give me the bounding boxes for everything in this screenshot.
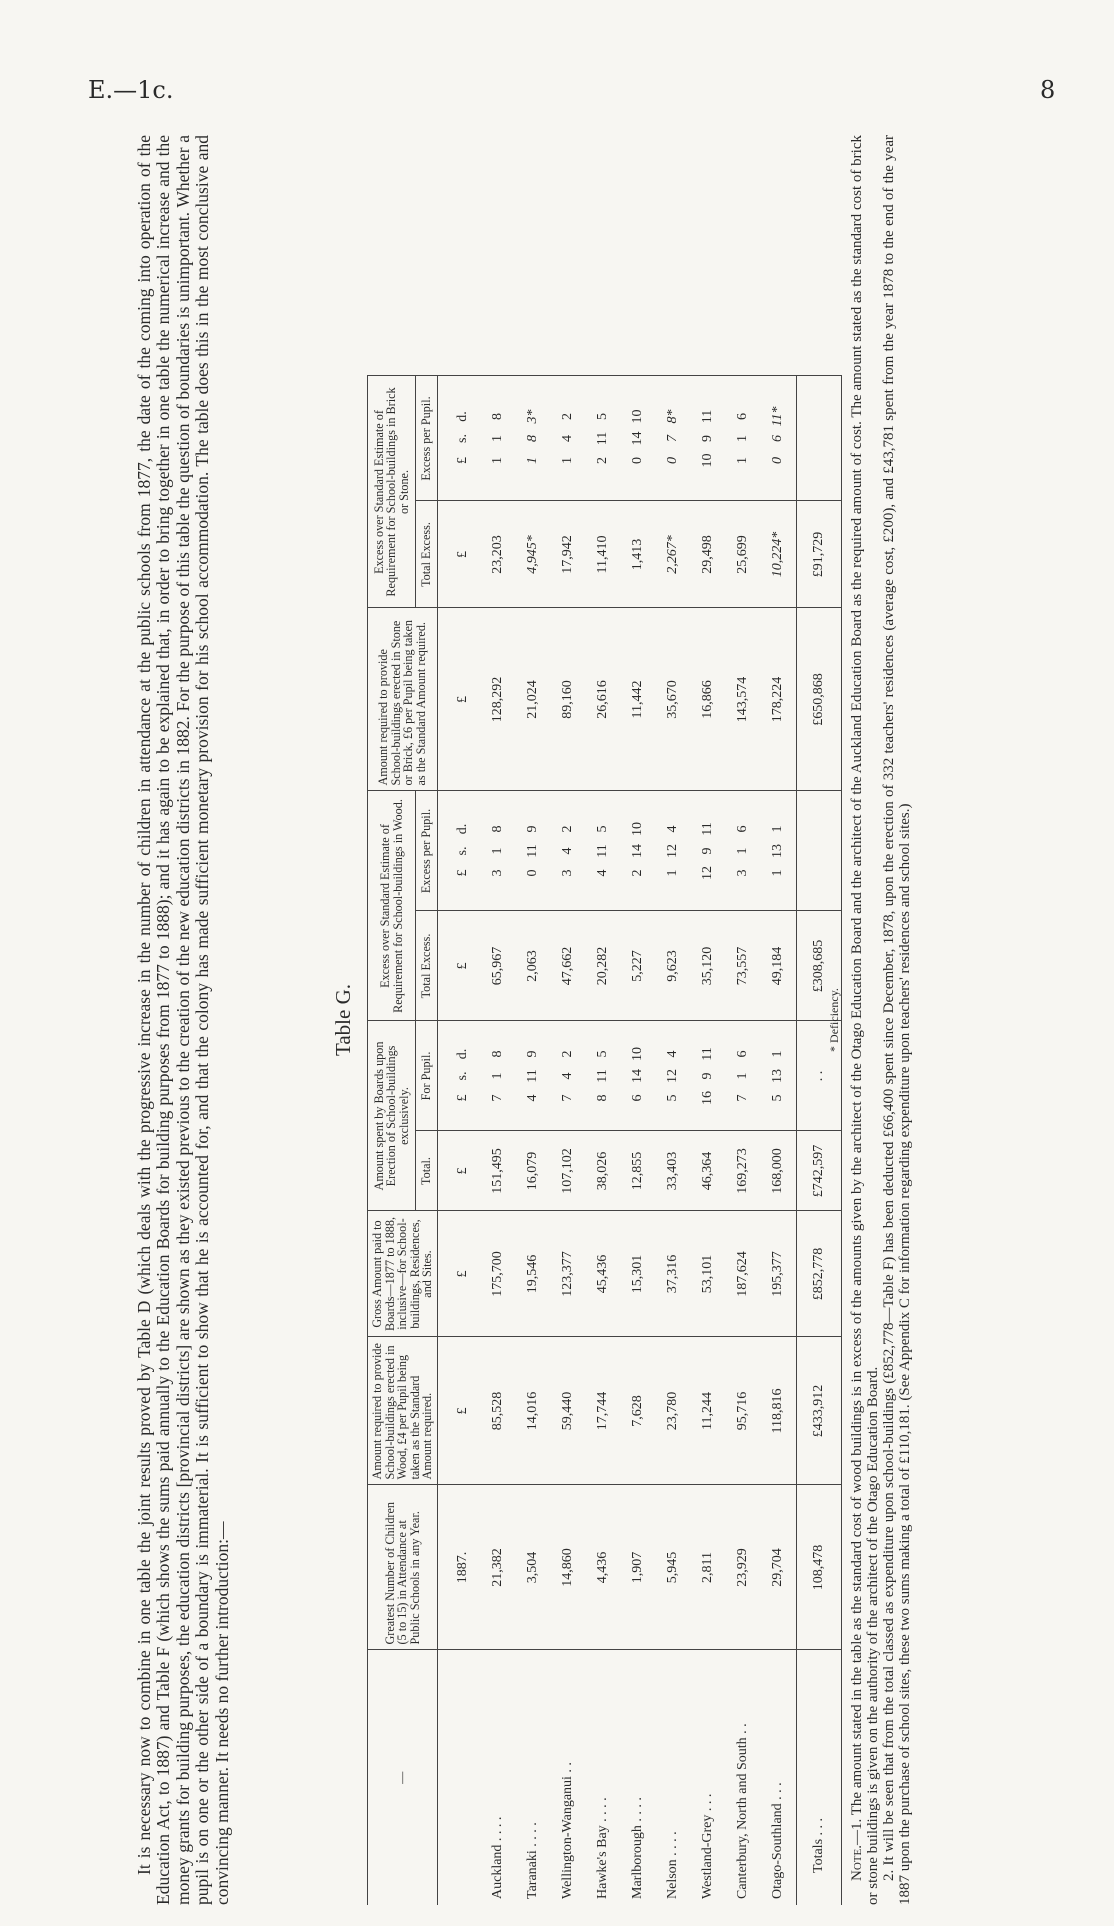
table-row (586, 376, 621, 1905)
stone-excess-per-pupil: 118 (481, 376, 516, 501)
unit-pound: £ (437, 1131, 481, 1211)
intro-paragraph (135, 135, 232, 1905)
district-name: Hawke's Bay . . . . (595, 1797, 610, 1899)
header-children: Greatest Number of Children (5 to 15) in Attendance at Public Schools in any Year. (368, 1485, 438, 1650)
spent-per-pupil: 742 (551, 1021, 586, 1131)
header-wood-excess: Excess over Standard Estimate of Requirement for School-buildings in Wood. (368, 791, 416, 1021)
stone-excess-per-pupil: 078* (656, 376, 691, 501)
district-name: Auckland . . . . (490, 1816, 505, 1899)
district-name: Nelson . . . . (665, 1831, 680, 1899)
wood-excess-total: 2,063 (516, 911, 551, 1021)
children-count: 3,504 (516, 1485, 551, 1650)
district-name: Otago-Southland . . . (770, 1782, 785, 1899)
stone-required: 89,160 (551, 608, 586, 791)
children-count: 5,945 (656, 1485, 691, 1650)
children-count: 4,436 (586, 1485, 621, 1650)
table-row (761, 376, 797, 1905)
spent-total: 46,364 (691, 1131, 726, 1211)
children-count: 14,860 (551, 1485, 586, 1650)
stone-excess-per-pupil: 142 (551, 376, 586, 501)
wood-excess-per-pupil: 342 (551, 791, 586, 911)
note-label: Note. (849, 1845, 865, 1881)
wood-excess-total: 35,120 (691, 911, 726, 1021)
spent-per-pupil: 61410 (621, 1021, 656, 1131)
unit-pound: £ (437, 1211, 481, 1337)
stone-excess-per-pupil: 2115 (586, 376, 621, 501)
spent-total: 12,855 (621, 1131, 656, 1211)
stone-required: 128,292 (481, 608, 516, 791)
children-count: 1,907 (621, 1485, 656, 1650)
page-number: 8 (1040, 76, 1056, 104)
stone-excess-per-pupil: 0611* (761, 376, 797, 501)
stone-excess-per-pupil: 10911 (691, 376, 726, 501)
wood-required: 7,628 (621, 1337, 656, 1485)
wood-required: 118,816 (761, 1337, 797, 1485)
wood-excess-total: 20,282 (586, 911, 621, 1021)
gross-amount: 123,377 (551, 1211, 586, 1337)
stone-excess-total: 10,224* (761, 501, 797, 608)
wood-required: 95,716 (726, 1337, 761, 1485)
children-count: 23,929 (726, 1485, 761, 1650)
report-code: E.—1c. (88, 76, 174, 104)
spent-total: 168,000 (761, 1131, 797, 1211)
stone-excess-total: 11,410 (586, 501, 621, 608)
spent-per-pupil: 8115 (586, 1021, 621, 1131)
header-gross: Gross Amount paid to Boards—1877 to 1888, inclusive—for School-buildings, Residences, and Sites. (368, 1211, 438, 1337)
wood-required: 85,528 (481, 1337, 516, 1485)
unit-lsd: £s.d. (455, 1048, 470, 1102)
header-spent: Amount spent by Boards upon Erection of School-buildings exclusively. (368, 1021, 416, 1211)
totals-stone-required: £650,868 (796, 608, 841, 791)
totals-gross: £852,778 (796, 1211, 841, 1337)
totals-label: Totals . . . (796, 1650, 841, 1905)
gross-amount: 15,301 (621, 1211, 656, 1337)
spent-total: 16,079 (516, 1131, 551, 1211)
wood-excess-per-pupil: 21410 (621, 791, 656, 911)
totals-stone-excess: £91,729 (796, 501, 841, 608)
unit-pound: £ (437, 911, 481, 1021)
gross-amount: 175,700 (481, 1211, 516, 1337)
stone-excess-per-pupil: 116 (726, 376, 761, 501)
spent-total: 33,403 (656, 1131, 691, 1211)
deficiency-note: * Deficiency. (827, 988, 841, 1052)
spent-per-pupil: 718 (481, 1021, 516, 1131)
spent-total: 169,273 (726, 1131, 761, 1211)
wood-excess-per-pupil: 316 (726, 791, 761, 911)
note-1: Note.—1. The amount stated in the table as the standard cost of wood buildings is in excess of the amounts given by the architect of the Otago Education Board and the architect of the Auckland Education Board as the required amount of cost. The amount stated as the standard cost of brick or stone buildings is given on the authority of the architect of the Otago Education Board. (849, 135, 881, 1905)
gross-amount: 53,101 (691, 1211, 726, 1337)
wood-excess-per-pupil: 1131 (761, 791, 797, 911)
totals-wood-required: £433,912 (796, 1337, 841, 1485)
stone-excess-per-pupil: 01410 (621, 376, 656, 501)
units-row (437, 376, 481, 1905)
table-row (656, 376, 691, 1905)
stone-required: 21,024 (516, 608, 551, 791)
children-count: 29,704 (761, 1485, 797, 1650)
children-count: 21,382 (481, 1485, 516, 1650)
unit-pound: £ (437, 1337, 481, 1485)
gross-amount: 195,377 (761, 1211, 797, 1337)
gross-amount: 37,316 (656, 1211, 691, 1337)
notes (849, 135, 913, 1905)
wood-excess-per-pupil: 4115 (586, 791, 621, 911)
wood-excess-total: 49,184 (761, 911, 797, 1021)
district-name: Wellington-Wanganui . . (560, 1762, 575, 1899)
district-name: Westland-Grey . . . (700, 1793, 715, 1899)
table-row (691, 376, 726, 1905)
wood-required: 59,440 (551, 1337, 586, 1485)
totals-children: 108,478 (796, 1485, 841, 1650)
header-stone-excess-per: Excess per Pupil. (416, 376, 437, 501)
totals-spent-per: . . (796, 1021, 841, 1131)
wood-required: 17,744 (586, 1337, 621, 1485)
spent-total: 151,495 (481, 1131, 516, 1211)
stone-required: 11,442 (621, 608, 656, 791)
district-name: Taranaki . . . . (525, 1822, 540, 1899)
spent-per-pupil: 16911 (691, 1021, 726, 1131)
stone-required: 143,574 (726, 608, 761, 791)
unit-year: 1887. (437, 1485, 481, 1650)
spent-total: 38,026 (586, 1131, 621, 1211)
stone-excess-total: 29,498 (691, 501, 726, 608)
wood-excess-total: 9,623 (656, 911, 691, 1021)
gross-amount: 187,624 (726, 1211, 761, 1337)
stone-required: 26,616 (586, 608, 621, 791)
stone-excess-per-pupil: 183* (516, 376, 551, 501)
stone-required: 16,866 (691, 608, 726, 791)
table-row (516, 376, 551, 1905)
header-wood-excess-per: Excess per Pupil. (416, 791, 437, 911)
unit-pound: £ (437, 608, 481, 791)
wood-excess-total: 65,967 (481, 911, 516, 1021)
district-name: Canterbury, North and South . . (735, 1723, 750, 1899)
table-row (621, 376, 656, 1905)
children-count: 2,811 (691, 1485, 726, 1650)
wood-excess-per-pupil: 1124 (656, 791, 691, 911)
note-2: 2. It will be seen that from the total classed as expenditure upon school-buildings (£852,778—Table F) has been deducted £66,400 spent since December, 1878, upon the erection of 332 teachers' residences (average cost, £200), and £43,781 spent from the year 1878 to the end of the year 1887 upon the purchase of school sites, these two sums making a total of £110,181. (See Appendix C for information regarding expenditure upon teachers' residences and school sites.) (881, 135, 913, 1905)
stone-excess-total: 23,203 (481, 501, 516, 608)
header-district: — (368, 1650, 438, 1905)
wood-excess-total: 5,227 (621, 911, 656, 1021)
header-wood-required: Amount required to provide School-buildings erected in Wood, £4 per Pupil being taken as the Standard Amount required. (368, 1337, 438, 1485)
unit-lsd: £s.d. (455, 823, 470, 877)
table-row (551, 376, 586, 1905)
spent-per-pupil: 716 (726, 1021, 761, 1131)
spent-per-pupil: 5124 (656, 1021, 691, 1131)
table-row (726, 376, 761, 1905)
header-stone-required: Amount required to provide School-buildings erected in Stone or Brick, £6 per Pupil being taken as the Standard Amount required. (368, 608, 438, 791)
header-wood-excess-total: Total Excess. (416, 911, 437, 1021)
totals-spent: £742,597 (796, 1131, 841, 1211)
header-stone-excess: Excess over Standard Estimate of Requirement for School-buildings in Brick or Stone. (368, 376, 416, 608)
stone-required: 35,670 (656, 608, 691, 791)
district-name: Marlborough . . . . (630, 1797, 645, 1899)
wood-excess-per-pupil: 0119 (516, 791, 551, 911)
wood-required: 23,780 (656, 1337, 691, 1485)
gross-amount: 45,436 (586, 1211, 621, 1337)
wood-excess-per-pupil: 318 (481, 791, 516, 911)
header-spent-per: For Pupil. (416, 1021, 437, 1131)
wood-required: 11,244 (691, 1337, 726, 1485)
spent-per-pupil: 4119 (516, 1021, 551, 1131)
header-stone-excess-total: Total Excess. (416, 501, 437, 608)
wood-excess-total: 47,662 (551, 911, 586, 1021)
totals-wood-excess: £308,685 (796, 911, 841, 1021)
stone-excess-total: 4,945* (516, 501, 551, 608)
rotated-page-content (135, 135, 985, 1905)
unit-lsd: £s.d. (455, 411, 470, 464)
wood-excess-total: 73,557 (726, 911, 761, 1021)
spent-total: 107,102 (551, 1131, 586, 1211)
table-row (481, 376, 516, 1905)
unit-pound: £ (437, 501, 481, 608)
stone-excess-total: 1,413 (621, 501, 656, 608)
stone-excess-total: 17,942 (551, 501, 586, 608)
header-spent-total: Total. (416, 1131, 437, 1211)
wood-excess-per-pupil: 12911 (691, 791, 726, 911)
stone-excess-total: 25,699 (726, 501, 761, 608)
table-title: Table G. (331, 984, 355, 1057)
spent-per-pupil: 5131 (761, 1021, 797, 1131)
wood-required: 14,016 (516, 1337, 551, 1485)
table-g (367, 376, 842, 1906)
stone-required: 178,224 (761, 608, 797, 791)
stone-excess-total: 2,267* (656, 501, 691, 608)
gross-amount: 19,546 (516, 1211, 551, 1337)
intro-text: It is necessary now to combine in one table the joint results proved by Table D (which deals with the progressive increase in the number of children in attendance at the public schools from 1877, the date of the coming into operation of the Education Act, to 1887) and Table F (which shows the sums paid annually to the Education Boards for building purposes from 1877 to 1888); and it has again to be explained that, in order to bring together in one table the numerical increase and the money grants for building purposes, the education districts [provincial districts] are shown as they existed previous to the creation of the new education districts in 1882. For the purpose of this table the question of boundaries is unimportant. Whether a pupil is on one or the other side of a boundary is immaterial. It is sufficient to show that he is accounted for, and that the colony has made sufficient monetary provision for his school accommodation. The table does this in the most conclusive and convincing manner. It needs no further introduction:— (134, 135, 232, 1905)
